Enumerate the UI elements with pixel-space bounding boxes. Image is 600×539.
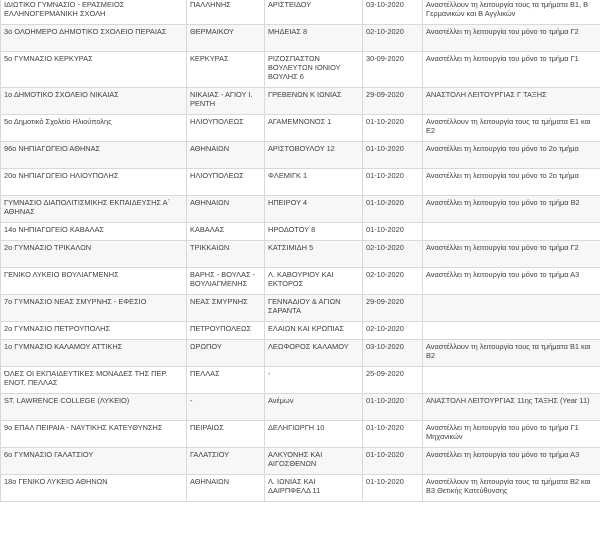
date-cell: 01-10-2020 — [363, 421, 423, 448]
note-cell — [423, 367, 600, 394]
address-cell: ΕΛΑΙΩΝ ΚΑΙ ΚΡΩΠΙΑΣ — [265, 322, 363, 340]
note-cell — [423, 295, 600, 322]
date-cell: 03-10-2020 — [363, 0, 423, 25]
address-cell: ΚΑΤΣΙΜΙΔΗ 5 — [265, 241, 363, 268]
date-cell: 30-09-2020 — [363, 52, 423, 88]
table-row — [1, 196, 600, 223]
school-name-cell: 7ο ΓΥΜΝΑΣΙΟ ΝΕΑΣ ΣΜΥΡΝΗΣ - ΕΦΕΣΙΟ — [1, 295, 187, 322]
school-name-cell: 6ο ΓΥΜΝΑΣΙΟ ΓΑΛΑΤΣΙΟΥ — [1, 448, 187, 475]
note-cell: Αναστέλλει τη λειτουργία του μόνο το τμήμα Γ2 — [423, 25, 600, 52]
table-row — [1, 169, 600, 196]
address-cell: Λ. ΚΑΒΟΥΡΙΟΥ ΚΑΙ ΕΚΤΟΡΟΣ — [265, 268, 363, 295]
school-name-cell: 1ο ΓΥΜΝΑΣΙΟ ΚΑΛΑΜΟΥ ΑΤΤΙΚΗΣ — [1, 340, 187, 367]
date-cell: 29-09-2020 — [363, 88, 423, 115]
address-cell: ΑΡΙΣΤΟΒΟΥΛΟΥ 12 — [265, 142, 363, 169]
address-cell: ΡΙΖΟΣΠΑΣΤΩΝ ΒΟΥΛΕΥΤΩΝ ΙΟΝΙΟΥ ΒΟΥΛΗΣ 6 — [265, 52, 363, 88]
school-name-cell: 5ο ΓΥΜΝΑΣΙΟ ΚΕΡΚΥΡΑΣ — [1, 52, 187, 88]
table-row — [1, 142, 600, 169]
area-cell: ΓΑΛΑΤΣΙΟΥ — [187, 448, 265, 475]
area-cell: ΠΕΛΛΑΣ — [187, 367, 265, 394]
area-cell: ΩΡΩΠΟΥ — [187, 340, 265, 367]
address-cell: ΛΕΩΦΟΡΟΣ ΚΑΛΑΜΟΥ — [265, 340, 363, 367]
address-cell: ΑΡΙΣΤΕΙΔΟΥ — [265, 0, 363, 25]
area-cell: ΑΘΗΝΑΙΩΝ — [187, 142, 265, 169]
date-cell: 01-10-2020 — [363, 448, 423, 475]
note-cell: Αναστέλλουν τη λειτουργία τους τα τμήματα Β1 και Β2 — [423, 340, 600, 367]
school-name-cell: ΓΕΝΙΚΟ ΛΥΚΕΙΟ ΒΟΥΛΙΑΓΜΕΝΗΣ — [1, 268, 187, 295]
school-name-cell: 96ο ΝΗΠΙΑΓΩΓΕΙΟ ΑΘΗΝΑΣ — [1, 142, 187, 169]
date-cell: 25-09-2020 — [363, 367, 423, 394]
area-cell: ΗΛΙΟΥΠΟΛΕΩΣ — [187, 169, 265, 196]
address-cell: ΔΕΛΗΓΙΩΡΓΗ 10 — [265, 421, 363, 448]
address-cell: ΓΕΝΝΑΔΙΟΥ & ΑΓΙΩΝ ΣΑΡΑΝΤΑ — [265, 295, 363, 322]
address-cell: ΑΛΚΥΟΝΗΣ ΚΑΙ ΑΙΓΟΣΘΕΝΩΝ — [265, 448, 363, 475]
area-cell: ΚΑΒΑΛΑΣ — [187, 223, 265, 241]
note-cell: Αναστέλλει τη λειτουργία του μόνο το 2ο τμήμα — [423, 142, 600, 169]
note-cell: Αναστέλλει τη λειτουργία του μόνο το τμήμα Γ1 Μηχανικών — [423, 421, 600, 448]
school-name-cell: 1ο ΔΗΜΟΤΙΚΟ ΣΧΟΛΕΙΟ ΝΙΚΑΙΑΣ — [1, 88, 187, 115]
date-cell: 03-10-2020 — [363, 340, 423, 367]
table-row — [1, 52, 600, 88]
address-cell: ΗΠΕΙΡΟΥ 4 — [265, 196, 363, 223]
note-cell: Αναστέλλει τη λειτουργία του μόνο το τμήμα Α3 — [423, 268, 600, 295]
table-row — [1, 421, 600, 448]
date-cell: 02-10-2020 — [363, 241, 423, 268]
table-row — [1, 448, 600, 475]
date-cell: 02-10-2020 — [363, 322, 423, 340]
address-cell: Λ. ΙΩΝΙΑΣ ΚΑΙ ΔΑΙΡΠΦΕΛΔ 11 — [265, 475, 363, 502]
date-cell: 01-10-2020 — [363, 394, 423, 421]
note-cell: Αναστέλλουν τη λειτουργία τους τα τμήματα Ε1 και Ε2 — [423, 115, 600, 142]
address-cell: ΜΗΔΕΙΑΣ 8 — [265, 25, 363, 52]
table-row — [1, 88, 600, 115]
table-row — [1, 367, 600, 394]
note-cell: ΑΝΑΣΤΟΛΗ ΛΕΙΤΟΥΡΓΙΑΣ 11ης ΤΑΞΗΣ (Year 11) — [423, 394, 600, 421]
area-cell: ΒΑΡΗΣ - ΒΟΥΛΑΣ - ΒΟΥΛΙΑΓΜΕΝΗΣ — [187, 268, 265, 295]
note-cell: Αναστέλλουν τη λειτουργία τους τα τμήματα Β2 και Β3 Θετικής Κατεύθυνσης — [423, 475, 600, 502]
note-cell: Αναστέλλει τη λειτουργία του μόνο το τμήμα Β2 — [423, 196, 600, 223]
table-row — [1, 0, 600, 25]
school-name-cell: 9ο ΕΠΑΛ ΠΕΙΡΑΙΑ - ΝΑΥΤΙΚΗΣ ΚΑΤΕΥΘΥΝΣΗΣ — [1, 421, 187, 448]
school-name-cell: 20ο ΝΗΠΙΑΓΩΓΕΙΟ ΗΛΙΟΥΠΟΛΗΣ — [1, 169, 187, 196]
table-row — [1, 475, 600, 502]
school-name-cell: 14ο ΝΗΠΙΑΓΩΓΕΙΟ ΚΑΒΑΛΑΣ — [1, 223, 187, 241]
school-name-cell: ΓΥΜΝΑΣΙΟ ΔΙΑΠΟΛΙΤΙΣΜΙΚΗΣ ΕΚΠΑΙΔΕΥΣΗΣ Α΄ ΑΘΗΝΑΣ — [1, 196, 187, 223]
date-cell: 01-10-2020 — [363, 196, 423, 223]
date-cell: 01-10-2020 — [363, 169, 423, 196]
area-cell: - — [187, 394, 265, 421]
school-name-cell: ΌΛΕΣ ΟΙ ΕΚΠΑΙΔΕΥΤΙΚΕΣ ΜΟΝΑΔΕΣ ΤΗΣ ΠΕΡ. ΕΝΟΤ. ΠΕΛΛΑΣ — [1, 367, 187, 394]
school-name-cell: 2ο ΓΥΜΝΑΣΙΟ ΤΡΙΚΑΛΩΝ — [1, 241, 187, 268]
note-cell — [423, 223, 600, 241]
area-cell: ΗΛΙΟΥΠΟΛΕΩΣ — [187, 115, 265, 142]
table-row — [1, 268, 600, 295]
address-cell: ΓΡΕΒΕΝΩΝ Κ ΙΩΝΙΑΣ — [265, 88, 363, 115]
area-cell: ΑΘΗΝΑΙΩΝ — [187, 475, 265, 502]
area-cell: ΠΑΛΛΗΝΗΣ — [187, 0, 265, 25]
table-row — [1, 295, 600, 322]
date-cell: 01-10-2020 — [363, 115, 423, 142]
area-cell: ΠΕΙΡΑΙΩΣ — [187, 421, 265, 448]
table-row — [1, 115, 600, 142]
school-name-cell: 5ο Δημοτικό Σχολείο Ηλιούπολης — [1, 115, 187, 142]
area-cell: ΝΕΑΣ ΣΜΥΡΝΗΣ — [187, 295, 265, 322]
table-row — [1, 25, 600, 52]
date-cell: 01-10-2020 — [363, 475, 423, 502]
area-cell: ΑΘΗΝΑΙΩΝ — [187, 196, 265, 223]
area-cell: ΠΕΤΡΟΥΠΟΛΕΩΣ — [187, 322, 265, 340]
school-name-cell: 3ο ΟΛΟΗΜΕΡΟ ΔΗΜΟΤΙΚΟ ΣΧΟΛΕΙΟ ΠΕΡΑΙΑΣ — [1, 25, 187, 52]
note-cell: Αναστέλλουν τη λειτουργία τους τα τμήματα Β1, Β Γερμανικών και Β Αγγλικών — [423, 0, 600, 25]
date-cell: 02-10-2020 — [363, 25, 423, 52]
table-row — [1, 340, 600, 367]
table-row — [1, 241, 600, 268]
date-cell: 01-10-2020 — [363, 223, 423, 241]
area-cell: ΘΕΡΜΑΙΚΟΥ — [187, 25, 265, 52]
table-row — [1, 223, 600, 241]
school-name-cell: ΙΔΙΩΤΙΚΟ ΓΥΜΝΑΣΙΟ - ΕΡΑΣΜΕΙΟΣ ΕΛΛΗΝΟΓΕΡΜΑΝΙΚΗ ΣΧΟΛΗ — [1, 0, 187, 25]
date-cell: 01-10-2020 — [363, 142, 423, 169]
area-cell: ΝΙΚΑΙΑΣ - ΑΓΙΟΥ Ι. ΡΕΝΤΗ — [187, 88, 265, 115]
date-cell: 02-10-2020 — [363, 268, 423, 295]
date-cell: 29-09-2020 — [363, 295, 423, 322]
address-cell: ΗΡΟΔΟΤΟΥ 8 — [265, 223, 363, 241]
note-cell: ΑΝΑΣΤΟΛΗ ΛΕΙΤΟΥΡΓΙΑΣ Γ ΤΑΞΗΣ — [423, 88, 600, 115]
note-cell: Αναστέλλει τη λειτουργία του μόνο το 2ο τμήμα — [423, 169, 600, 196]
note-cell — [423, 322, 600, 340]
address-cell: ΑΓΑΜΕΜΝΟΝΟΣ 1 — [265, 115, 363, 142]
address-cell: Ανέμων — [265, 394, 363, 421]
address-cell: - — [265, 367, 363, 394]
note-cell: Αναστέλλει τη λειτουργία του μόνο το τμήμα Γ1 — [423, 52, 600, 88]
area-cell: ΤΡΙΚΚΑΙΩΝ — [187, 241, 265, 268]
note-cell: Αναστέλλει τη λειτουργία του μόνο το τμήμα Γ2 — [423, 241, 600, 268]
area-cell: ΚΕΡΚΥΡΑΣ — [187, 52, 265, 88]
school-name-cell: 2ο ΓΥΜΝΑΣΙΟ ΠΕΤΡΟΥΠΟΛΗΣ — [1, 322, 187, 340]
school-name-cell: ST. LAWRENCE COLLEGE (ΛΥΚΕΙΟ) — [1, 394, 187, 421]
school-name-cell: 18ο ΓΕΝΙΚΟ ΛΥΚΕΙΟ ΑΘΗΝΩΝ — [1, 475, 187, 502]
address-cell: ΦΛΕΜΙΓΚ 1 — [265, 169, 363, 196]
table-row — [1, 394, 600, 421]
note-cell: Αναστέλλει τη λειτουργία του μόνο το τμήμα Α3 — [423, 448, 600, 475]
table-body — [1, 0, 600, 502]
table-row — [1, 322, 600, 340]
